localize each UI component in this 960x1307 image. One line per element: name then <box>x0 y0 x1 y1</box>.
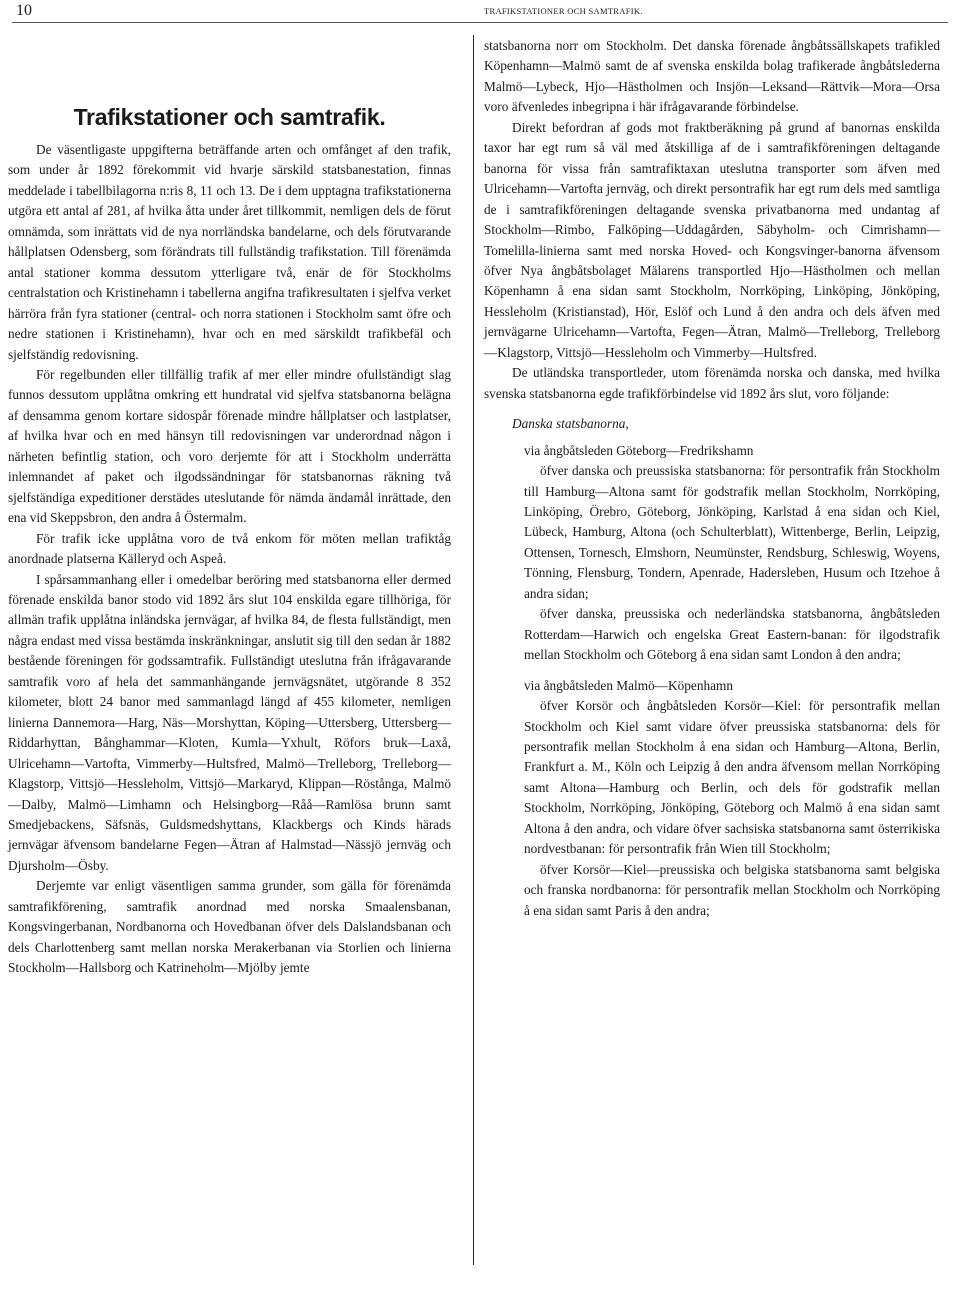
route-item: öfver danska och preussiska statsbanorna: för persontrafik från Stockholm till Hamburg—Altona samt för godstrafik mellan Stockholm, Norrköping, Linköping, Örebro, Göteborg, Jönköping, Karlstad å ena sidan och Kiel, Lübeck, Hamburg, Altona (och Schulterblatt), Wittenberge, Berlin, Leipzig, Ottensen, Tornesch, Elmshorn, Neumünster, Rendsburg, Schleswig, Woyens, Tönning, Flensburg, Tondern, Apenrade, Hadersleben, Husum och Itzehoe å andra sidan; <box>524 463 940 601</box>
paragraph: statsbanorna norr om Stockholm. Det danska förenade ångbåtssällskapets trafikled Köpenhamn—Malmö samt de af svenska enskilda bolag trafikerade ångbåtslederna Malmö—Lybeck, Hjo—Hästholmen och Insjön—Leksand—Rättvik—Mora—Orsa voro äfvenledes inbegripna i här ifrågavarande förbindelse. <box>484 38 940 115</box>
column-divider <box>473 35 474 1265</box>
route-item: öfver danska, preussiska och nederländska statsbanorna, ångbåtsleden Rotterdam—Harwich och engelska Great Eastern-banan: för ilgodstrafik mellan Stockholm och Göteborg å ena sidan samt London å den andra; <box>524 606 940 663</box>
spacer <box>484 666 940 674</box>
paragraph: De väsentligaste uppgifterna beträffande arten och omfånget af den trafik, som under år 1892 förekommit vid hvarje särskild statsbanestation, finnas meddelade i tabellbilagorna n:ris 8, 11 och 13. De i dem upptagna trafikstationerna utgöra ett antal af 281, af hvilka åtta under året tillkommit, nemligen dels de förut omnämda, som inrättats vid de nya norrländska bandelarne, och dels förutvarande hållplatsen Odensberg, som förändrats till fullständig trafikstation. Till förenämda antal stationer komma dessutom ytterligare två, enär de för Stockholms centralstation och Kristinehamn i tabellerna angifna trafikresultaten i sjelfva verket härröra från fyra stationer (central- och norra stationen i Stockholm samt öfre och nedre stationen i Kristinehamn), hvar och en med särskildt trafikbefäl och sjelfständig redovisning. <box>8 142 451 362</box>
route-heading: via ångbåtsleden Göteborg—Fredrikshamn <box>524 442 754 458</box>
page-number: 10 <box>16 2 32 19</box>
article-title: Trafikstationer och samtrafik. <box>73 104 386 130</box>
paragraph: För regelbunden eller tillfällig trafik af mer eller mindre ofullständigt slag funnos dessutom upplåtna omkring ett hundratal vid sjelfva statsbanorna belägna af densamma genom kortare sidospår förenade mindre hållplatser och lastplatser, af hvilka hvar och en med hänsyn till redovisningen var underordnad någon i närheten befintlig station, och voro derjemte för att i Stockholm underrätta inlemnandet af paket och ilgodssändningar för statsbanornas räkning två sjelfständiga expeditioner derstädes uteslutande för nämda ändamål inrättade, den ena vid Skeppsbron, den andra å Östermalm. <box>8 366 451 526</box>
header-rule <box>12 22 948 23</box>
paragraph: I spårsammanhang eller i omedelbar beröring med statsbanorna eller dermed förenade enskilda banor stodo vid 1892 års slut 104 enskilda egare tillhöriga, för allmän trafik upplåtna inländska jernvägar, af hvilka 84, de flesta fullständigt, men några endast med vissa bestämda inskränkningar, anslutit sig till den sedan år 1882 bestående föreningen för godssamtrafik. Fullständigt uteslutna från ifrågavarande samtrafik voro af hela det sammanhängande jernvägsnätet, utgörande 8 352 kilometer, blott 24 banor med sammanlagd längd af 455 kilometer, nemligen linierna Dannemora—Harg, Näs—Morshyttan, Köping—Uttersberg, Uttersberg—Riddarhyttan, Bånghammar—Kloten, Kumla—Yxhult, Röfors bruk—Laxå, Ulricehamn—Vartofta, Vimmerby—Hultsfred, Malmö—Trelleborg, Trelleborg—Klagstorp, Vittsjö—Hessleholm, Vittsjö—Markaryd, Klippan—Röstånga, Malmö—Dalby, Malmö—Limhamn och Helsingborg—Råå—Ramlösa brunn samt Smedjebackens, Säfsnäs, Guldsmedshyttans, Klackbergs och Kinds härads jernvägar äfvensom bandelarne Fegen—Ätran af Halmstad—Nässjö jernväg och Djursholm—Ösby. <box>8 571 451 873</box>
paragraph: De utländska transportleder, utom förenämda norska och danska, med hvilka svenska statsbanorna egde trafikförbindelse vid 1892 års slut, voro följande: <box>484 365 940 401</box>
page-header <box>12 0 950 24</box>
left-column <box>8 36 451 979</box>
route-item: öfver Korsör—Kiel—preussiska och belgiska statsbanorna samt belgiska och franska nordbanorna: för persontrafik mellan Stockholm och Norrköping å ena sidan samt Paris å den andra; <box>524 861 940 918</box>
route-item: öfver Korsör och ångbåtsleden Korsör—Kiel: för persontrafik mellan Stockholm och Kiel samt vidare öfver preussiska statsbanorna: dels för persontrafik mellan Stockholm å ena sidan och Hamburg—Altona, Berlin, Frankfurt a. M., Köln och Leipzig å den andra äfvensom mellan Norrköping samt Altona—Hamburg och Berlin, och dels för godstrafik mellan Stockholm, Norrköping, Jönköping, Göteborg och Malmö å ena sidan samt Altona å den andra, och vidare öfver sachsiska statsbanorna samt österrikiska nordvestbanan: för persontrafik från Wien till Stockholm; <box>524 698 940 857</box>
paragraph: Derjemte var enligt väsentligen samma grunder, som gälla för förenämda samtrafikförening, samtrafik anordnad med norska Smaalensbanan, Kongsvingerbanan, Nordbanorna och Hovedbanan öfver dels Dalslandsbanan och dels Charlottenberg samt mellan norska Merakerbanan via Storlien och linierna Stockholm—Hallsborg och Katrineholm—Mjölby jemte <box>8 878 451 976</box>
paragraph: För trafik icke upplåtna voro de två enkom för möten mellan trafiktåg anordnade platserna Källeryd och Aspeå. <box>8 530 451 567</box>
paragraph: Direkt befordran af gods mot fraktberäkning på grund af banornas enskilda taxor har egt rum så väl med åtskilliga af de i samtrafikföreningen deltagande banorna för vissa från samtrafiktaxan uteslutna transporter som äfven med Ulricehamn—Vartofta jernväg, och direkt persontrafik har egt rum dels med samtliga de i samtrafikföreningen deltagande svenska privatbanorna med undantag af Stockholm—Rimbo, Falköping—Uddagården, Säbyholm- och Cimrishamn—Tomelilla-linierna samt med norska Hoved- och Kongsvinger-banorna äfvensom öfver Nya ångbåtsbolaget Mälarens transportled Hjo—Hästholmen och mellan Köpenhamn å ena sidan samt Stockholm, Norrköping, Linköping, Jönköping, Hessleholm (Kristianstad), Hör, Eslöf och Lund å den andra och dels äfven med jernvägarne Ulricehamn—Vartofta, Fegen—Ätran, Malmö—Trelleborg, Trelleborg—Klagstorp, Vittsjö—Hessleholm och Vimmerby—Hultsfred. <box>484 119 940 360</box>
route-heading: via ångbåtsleden Malmö—Köpenhamn <box>524 677 734 693</box>
section-heading: Danska statsbanorna, <box>512 416 629 432</box>
right-column <box>484 36 940 921</box>
running-head: TRAFIKSTATIONER OCH SAMTRAFIK. <box>484 6 643 16</box>
